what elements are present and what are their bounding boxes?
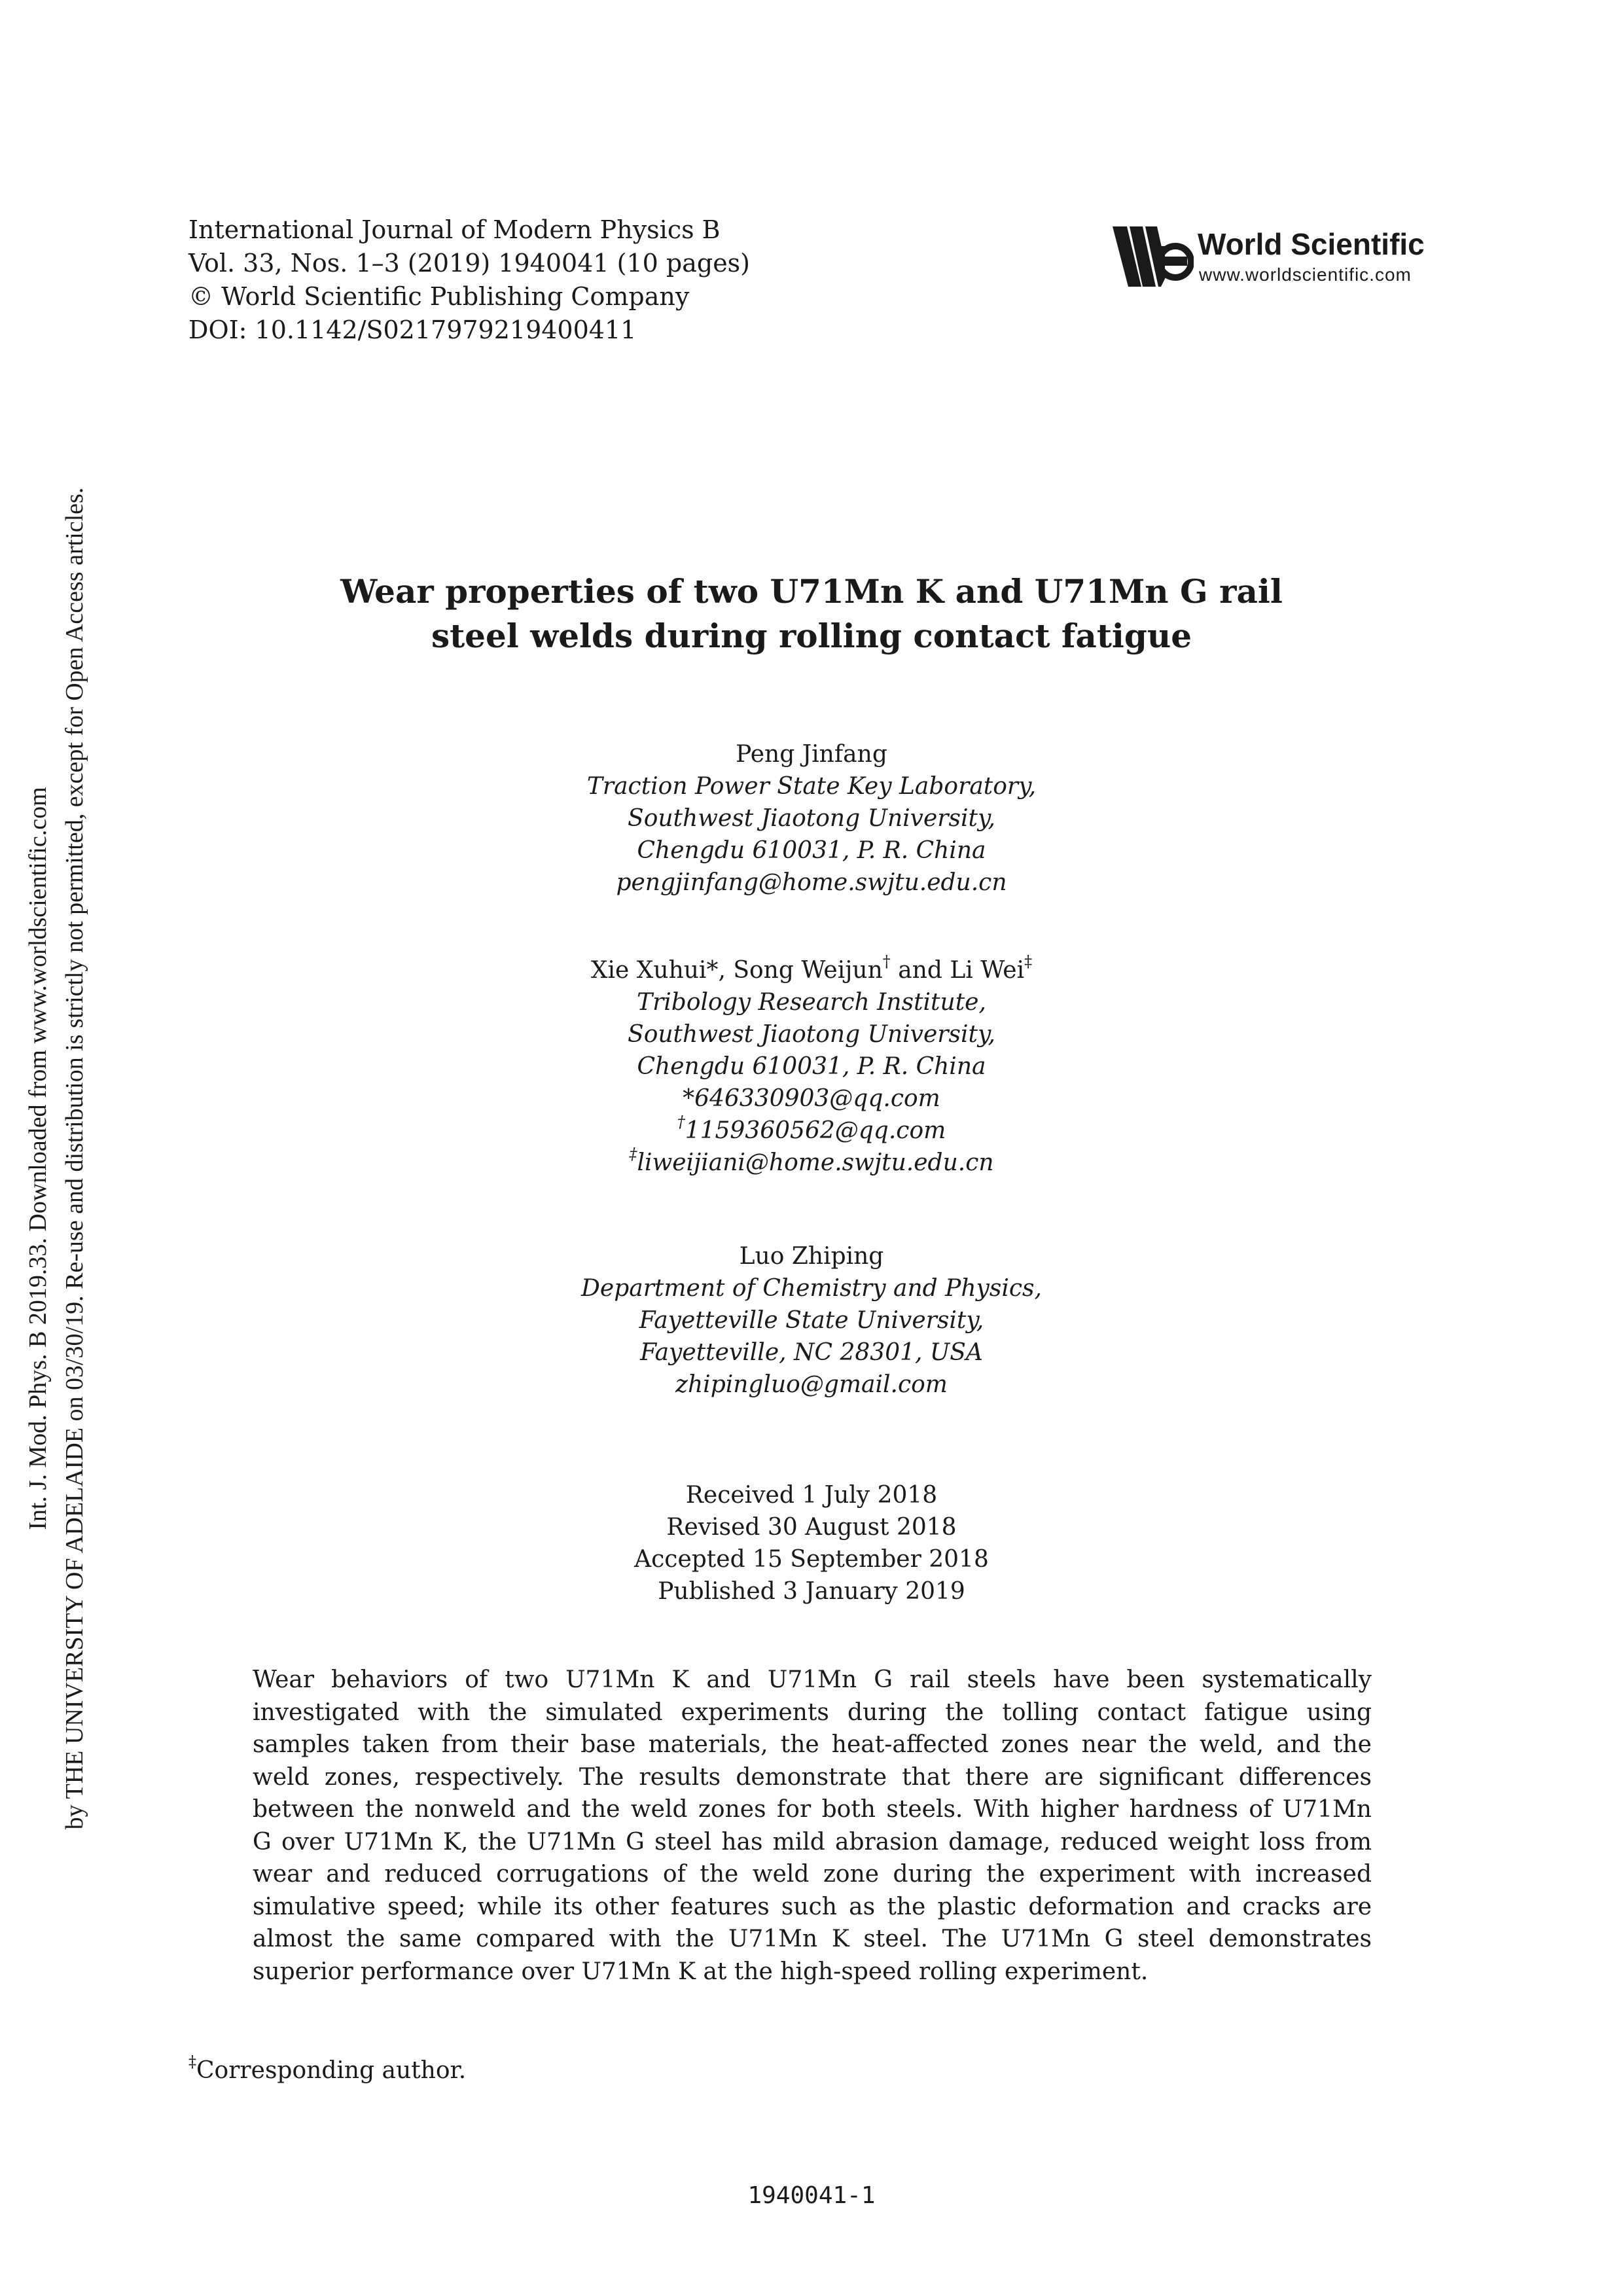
journal-doi: DOI: 10.1142/S0217979219400411 [188, 315, 637, 344]
affiliation-line: Chengdu 610031, P. R. China [637, 837, 986, 864]
abstract-line: G over U71Mn K, the U71Mn G steel has mild abrasion damage, reduced weight loss from [253, 1828, 1372, 1856]
paper-title [223, 569, 1400, 658]
abstract-line: Wear behaviors of two U71Mn K and U71Mn G rail steels have been systematically [253, 1666, 1372, 1693]
footnote-text: Corresponding author. [196, 2057, 467, 2084]
publisher-url: www.worldscientific.com [1199, 264, 1412, 285]
affiliation-line: Chengdu 610031, P. R. China [637, 1053, 986, 1080]
date-published: Published 3 January 2019 [658, 1578, 965, 1605]
download-stamp [20, 439, 118, 1878]
footnote [188, 2055, 466, 2087]
author-name: Xie Xuhui [590, 957, 707, 984]
download-stamp-line-2: by THE UNIVERSITY OF ADELAIDE on 03/30/19. Re-use and distribution is strictly not permitted, except for Open Access articles. [61, 487, 88, 1830]
author-group-1 [223, 738, 1400, 899]
author-group-3 [223, 1240, 1400, 1401]
email-mark: † [677, 1113, 685, 1131]
journal-copyright: © World Scientific Publishing Company [188, 282, 690, 311]
author-name: Song Weijun [733, 957, 883, 984]
abstract [253, 1664, 1372, 1988]
abstract-line: investigated with the simulated experiments during the tolling contact fatigue using [253, 1698, 1372, 1726]
affiliation-line: Fayetteville State University, [639, 1307, 984, 1334]
affiliation-line: Tribology Research Institute, [637, 989, 986, 1016]
abstract-line: superior performance over U71Mn K at the high-speed rolling experiment. [253, 1958, 1149, 1985]
affiliation-line: Southwest Jiaotong University, [628, 1021, 995, 1048]
author-email: pengjinfang@home.swjtu.edu.cn [616, 869, 1007, 896]
author-names: Luo Zhiping [739, 1243, 884, 1270]
date-revised: Revised 30 August 2018 [666, 1514, 957, 1541]
title-line-1: Wear properties of two U71Mn K and U71Mn G rail [340, 572, 1283, 611]
world-scientific-logo-icon [1113, 221, 1194, 293]
abstract-line: simulative speed; while its other features such as the plastic deformation and cracks are [253, 1893, 1372, 1920]
affiliation-line: Southwest Jiaotong University, [628, 805, 995, 832]
author-mark: ‡ [1024, 952, 1033, 971]
email-mark: * [683, 1085, 695, 1112]
publisher-name: World Scientific [1198, 227, 1425, 261]
author-separator: , [718, 957, 734, 984]
page-number: 1940041-1 [747, 2182, 876, 2209]
abstract-line: almost the same compared with the U71Mn K steel. The U71Mn G steel demonstrates [253, 1926, 1372, 1952]
author-email [223, 1115, 1400, 1147]
footnote-mark: ‡ [188, 2053, 196, 2071]
publisher-logo [1113, 221, 1453, 293]
journal-name: International Journal of Modern Physics B [188, 215, 721, 244]
date-accepted: Accepted 15 September 2018 [634, 1546, 989, 1573]
author-group-2 [223, 954, 1400, 1179]
author-names: Peng Jinfang [736, 741, 887, 768]
author-separator: and [890, 957, 950, 984]
author-name: Li Wei [950, 957, 1025, 984]
journal-info [188, 213, 750, 347]
author-email [223, 1083, 1400, 1115]
author-mark: * [706, 957, 719, 984]
email-address: 646330903@qq.com [694, 1085, 940, 1112]
download-stamp-line-1: Int. J. Mod. Phys. B 2019.33. Downloaded from www.worldscientific.com [24, 787, 52, 1530]
email-address: liweijiani@home.swjtu.edu.cn [637, 1149, 994, 1176]
abstract-line: weld zones, respectively. The results demonstrate that there are significant differences [253, 1763, 1372, 1791]
title-line-2: steel welds during rolling contact fatigue [431, 617, 1192, 655]
email-address: 1159360562@qq.com [685, 1117, 946, 1144]
affiliation-line: Traction Power State Key Laboratory, [586, 773, 1037, 800]
affiliation-line: Department of Chemistry and Physics, [581, 1275, 1042, 1302]
author-names [223, 954, 1400, 986]
author-email [223, 1147, 1400, 1179]
author-email: zhipingluo@gmail.com [675, 1371, 948, 1398]
abstract-line: samples taken from their base materials, the heat-affected zones near the weld, and the [253, 1731, 1372, 1758]
abstract-line: between the nonweld and the weld zones for both steels. With higher hardness of U71Mn [253, 1796, 1372, 1823]
abstract-line: wear and reduced corrugations of the weld zone during the experiment with increased [253, 1861, 1372, 1888]
affiliation-line: Fayetteville, NC 28301, USA [640, 1339, 983, 1366]
email-mark: ‡ [629, 1145, 637, 1163]
journal-volume: Vol. 33, Nos. 1–3 (2019) 1940041 (10 pages) [188, 249, 751, 278]
article-dates [223, 1479, 1400, 1607]
author-mark: † [882, 952, 891, 971]
date-received: Received 1 July 2018 [685, 1482, 938, 1509]
